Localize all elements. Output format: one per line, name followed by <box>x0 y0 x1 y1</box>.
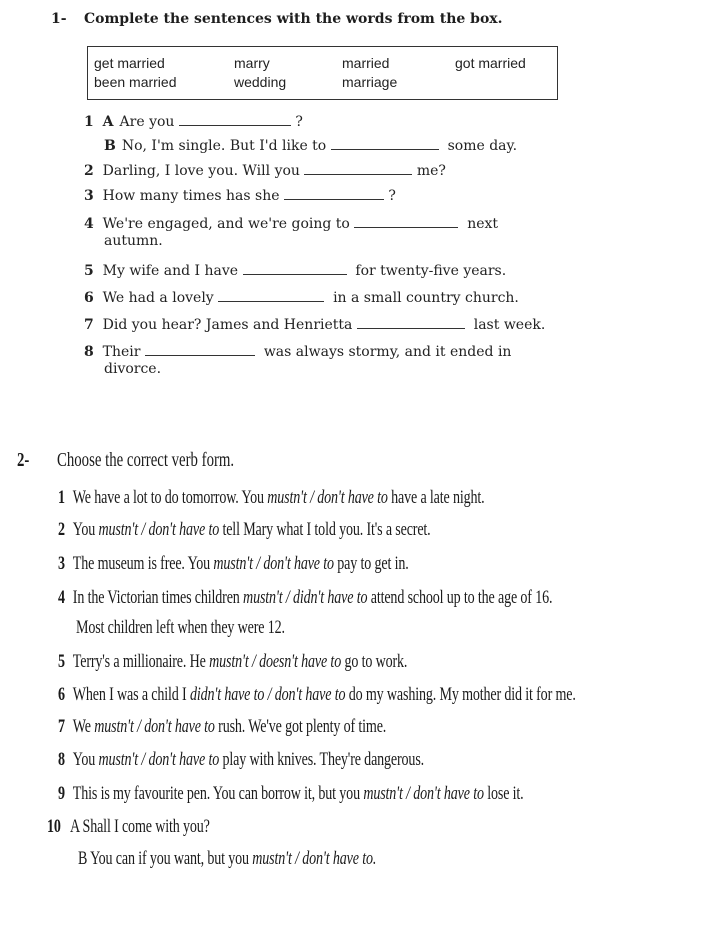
exercise-2-number: 2- <box>17 449 30 471</box>
verb-choice[interactable]: mustn't / don't have to <box>267 487 388 508</box>
verb-choice[interactable]: mustn't / don't have to <box>213 553 334 574</box>
answer-blank[interactable] <box>243 262 347 275</box>
verb-choice[interactable]: mustn't / don't have to <box>363 783 484 804</box>
verb-choice[interactable]: mustn't / don't have to <box>94 716 215 737</box>
ex2-item-4: 4 In the Victorian times children mustn't / didn't have to attend school up to the age of 16. <box>58 587 553 608</box>
box-word: wedding <box>234 74 287 90</box>
ex2-item-4-cont: Most children left when they were 12. <box>76 617 285 638</box>
ex1-item-3: 3 How many times has she ? <box>84 188 396 204</box>
verb-choice[interactable]: didn't have to / don't have to <box>189 684 346 705</box>
ex1-item-8: 8 Their was always stormy, and it ended in <box>84 344 512 360</box>
ex1-item-6: 6 We had a lovely in a small country church. <box>84 290 519 306</box>
box-word: marriage <box>342 74 398 90</box>
verb-choice[interactable]: mustn't / don't have to <box>98 749 220 770</box>
ex1-item-1a: 1 A Are you ? <box>84 114 303 130</box>
ex1-item-1b: B No, I'm single. But I'd like to some day. <box>104 138 518 154</box>
answer-blank[interactable] <box>218 289 324 302</box>
answer-blank[interactable] <box>354 215 458 228</box>
ex2-item-10a: 10 A Shall I come with you? <box>47 816 210 837</box>
verb-choice[interactable]: mustn't / didn't have to <box>243 587 368 608</box>
verb-choice[interactable]: mustn't / don't have to <box>98 519 220 540</box>
ex1-item-4-cont: autumn. <box>104 233 163 249</box>
box-word: got married <box>455 55 526 71</box>
box-word: been married <box>94 74 177 90</box>
answer-blank[interactable] <box>179 113 291 126</box>
answer-blank[interactable] <box>284 187 384 200</box>
verb-choice[interactable]: mustn't / don't have to. <box>252 848 377 869</box>
ex1-item-5: 5 My wife and I have for twenty-five years. <box>84 263 507 279</box>
ex2-item-6: 6 When I was a child I didn't have to / don't have to do my washing. My mother did it for me. <box>58 684 576 705</box>
exercise-1-number: 1- <box>51 11 67 27</box>
box-word: married <box>342 55 390 71</box>
ex2-item-7: 7 We mustn't / don't have to rush. We've got plenty of time. <box>58 716 387 737</box>
word-box <box>87 46 558 100</box>
ex2-item-1: 1 We have a lot to do tomorrow. You mustn't / don't have to have a late night. <box>58 487 485 508</box>
ex2-item-3: 3 The museum is free. You mustn't / don't have to pay to get in. <box>58 553 409 574</box>
answer-blank[interactable] <box>304 162 412 175</box>
ex2-item-5: 5 Terry's a millionaire. He mustn't / doesn't have to go to work. <box>58 651 408 672</box>
ex1-item-8-cont: divorce. <box>104 361 162 377</box>
answer-blank[interactable] <box>145 343 255 356</box>
answer-blank[interactable] <box>357 316 465 329</box>
exercise-2-instruction: Choose the correct verb form. <box>57 449 235 471</box>
ex1-item-7: 7 Did you hear? James and Henrietta last week. <box>84 317 546 333</box>
ex2-item-8: 8 You mustn't / don't have to play with knives. They're dangerous. <box>58 749 425 770</box>
box-word: marry <box>234 55 270 71</box>
box-word: get married <box>94 55 165 71</box>
ex1-item-2: 2 Darling, I love you. Will you me? <box>84 163 446 179</box>
ex2-item-2: 2 You mustn't / don't have to tell Mary what I told you. It's a secret. <box>58 519 431 540</box>
ex1-item-4: 4 We're engaged, and we're going to next <box>84 216 499 232</box>
answer-blank[interactable] <box>331 137 439 150</box>
exercise-1-instruction: Complete the sentences with the words from the box. <box>84 11 503 27</box>
ex2-item-10b: B You can if you want, but you mustn't / don't have to. <box>78 848 377 869</box>
ex2-item-9: 9 This is my favourite pen. You can borrow it, but you mustn't / don't have to lose it. <box>58 783 524 804</box>
verb-choice[interactable]: mustn't / doesn't have to <box>209 651 342 672</box>
